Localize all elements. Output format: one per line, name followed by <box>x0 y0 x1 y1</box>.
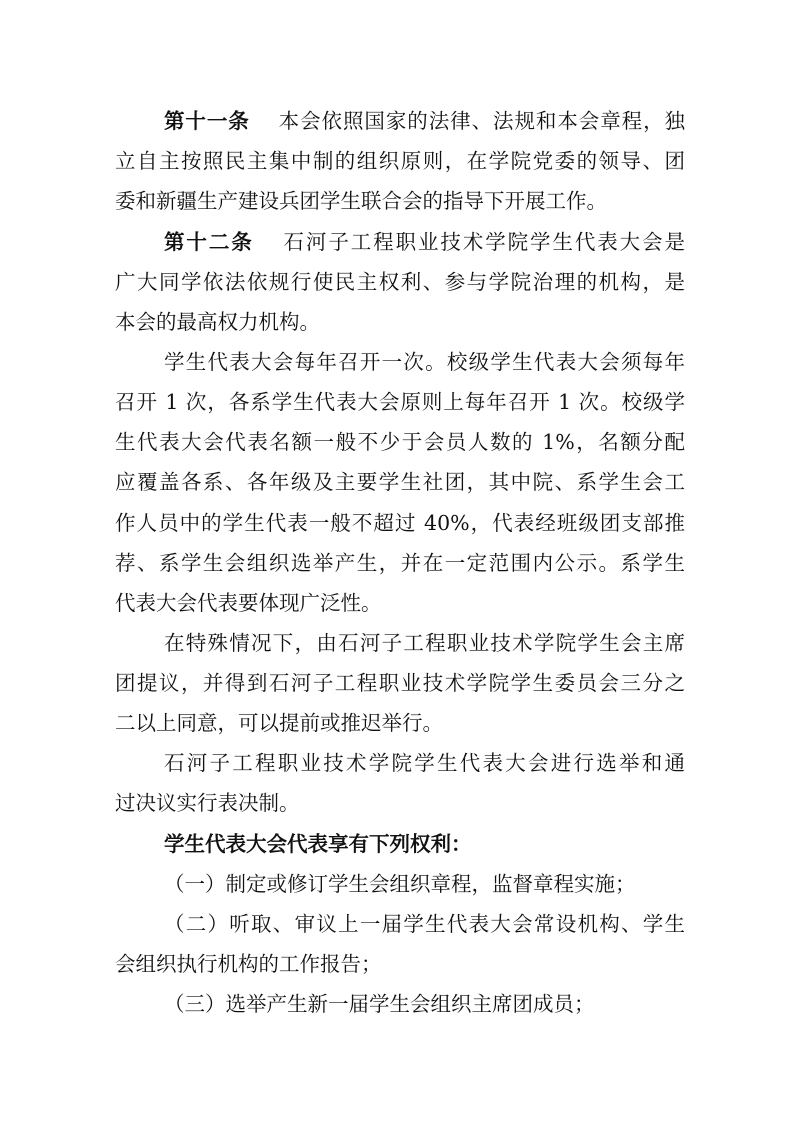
article-11-line-3: 委和新疆生产建设兵团学生联合会的指导下开展工作。 <box>115 189 607 213</box>
article-11-heading: 第十一条 <box>164 109 250 133</box>
rights-item-3: （三）选举产生新一届学生会组织主席团成员； <box>164 992 595 1016</box>
article-12-line-1 <box>164 222 685 262</box>
special-line-2: 团提议，并得到石河子工程职业技术学院学生委员会三分之 <box>115 671 685 695</box>
article-11-line-2: 立自主按照民主集中制的组织原则，在学院党委的领导、团 <box>115 149 685 173</box>
rights-item-2-line-1: （二）听取、审议上一届学生代表大会常设机构、学生 <box>164 912 685 936</box>
article-12-heading: 第十二条 <box>164 230 254 254</box>
voting-line-1: 石河子工程职业技术学院学生代表大会进行选举和通 <box>164 751 685 775</box>
article-12-line-3: 本会的最高权力机构。 <box>115 310 320 334</box>
article-11-text: 本会依照国家的法律、法规和本会章程，独 <box>277 109 685 133</box>
rights-item-1: （一）制定或修订学生会组织章程，监督章程实施； <box>164 872 636 896</box>
special-line-3: 二以上同意，可以提前或推迟举行。 <box>115 711 443 735</box>
article-12-text: 石河子工程职业技术学院学生代表大会是 <box>281 230 685 254</box>
congress-line-4: 应覆盖各系、各年级及主要学生社团，其中院、系学生会工 <box>115 470 685 494</box>
congress-line-1: 学生代表大会每年召开一次。校级学生代表大会须每年 <box>164 350 685 374</box>
congress-line-2: 召开 1 次，各系学生代表大会原则上每年召开 1 次。校级学 <box>115 390 685 414</box>
congress-line-5: 作人员中的学生代表一般不超过 40%，代表经班级团支部推 <box>115 511 685 535</box>
article-11-line-1 <box>164 101 685 141</box>
congress-line-7: 代表大会代表要体现广泛性。 <box>115 591 382 615</box>
voting-line-2: 过决议实行表决制。 <box>115 791 300 815</box>
congress-line-3: 生代表大会代表名额一般不少于会员人数的 1%，名额分配 <box>115 430 685 454</box>
congress-line-6: 荐、系学生会组织选举产生，并在一定范围内公示。系学生 <box>115 551 685 575</box>
rights-heading: 学生代表大会代表享有下列权利： <box>164 832 472 856</box>
rights-item-2-line-2: 会组织执行机构的工作报告； <box>115 952 382 976</box>
special-line-1: 在特殊情况下，由石河子工程职业技术学院学生会主席 <box>164 631 685 655</box>
article-12-line-2: 广大同学依法依规行使民主权利、参与学院治理的机构，是 <box>115 270 685 294</box>
